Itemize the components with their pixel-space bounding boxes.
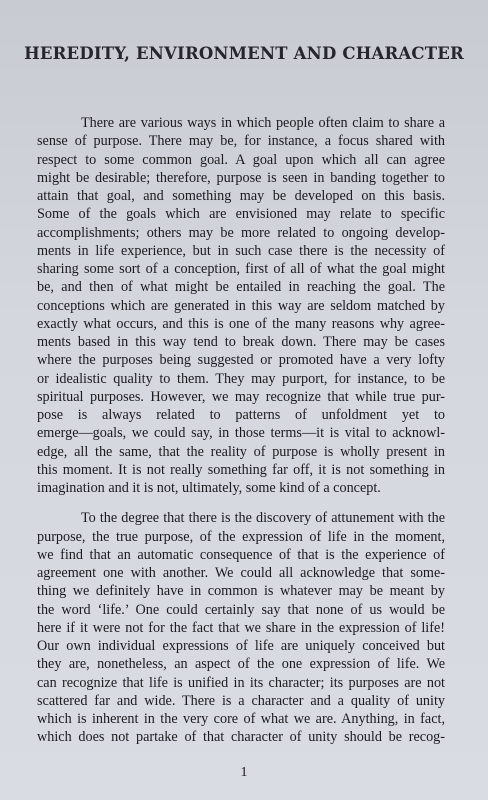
text-line: imagination and it is not, ultimately, some kind of a concept. (37, 480, 381, 496)
text-line: we find that an automatic consequence of that is the experience of (37, 546, 445, 563)
text-line: purpose, the true purpose, of the expression of life in the moment, (37, 528, 445, 545)
text-line: spiritual purposes. However, we may recognize that while true pur- (37, 388, 445, 405)
text-line: where the purposes being suggested or promoted have a very lofty (37, 352, 445, 369)
text-line: be, and then of what might be entailed in reaching the goal. The (37, 279, 445, 296)
text-line: might be desirable; therefore, purpose is seen in banding together to (37, 169, 445, 186)
chapter-title: HEREDITY, ENVIRONMENT AND CHARACTER (24, 44, 464, 63)
page-number: 1 (240, 765, 248, 780)
text-line: or idealistic quality to them. They may purport, for instance, to be (37, 370, 445, 387)
text-line: attain that goal, and something may be developed on this basis. (37, 188, 445, 204)
text-line: which is inherent in the very core of what we are. Anything, in fact, (37, 711, 445, 727)
text-line: they are, nonetheless, an aspect of the one expression of life. We (37, 656, 445, 673)
text-line: sharing some sort of a conception, first of all of what the goal might (37, 261, 445, 277)
text-line: There are various ways in which people often claim to share a (81, 115, 445, 131)
text-line: edge, all the same, that the reality of purpose is wholly present in (37, 443, 445, 460)
text-line: pose is always related to patterns of unfoldment yet to (37, 407, 445, 423)
text-line: sense of purpose. There may be, for instance, a focus shared with (37, 133, 445, 150)
text-line: thing we definitely have in common is whatever may be meant by (37, 583, 445, 600)
text-line: which does not partake of that character of unity should be recog- (37, 729, 445, 746)
text-line: accomplishments; others may be more related to ongoing develop- (37, 224, 445, 241)
text-line: emerge—goals, we could say, in those terms—it is vital to acknowl- (37, 425, 445, 442)
text-line: the word ‘life.’ One could certainly say that none of us would be (37, 601, 445, 618)
text-line: Our own individual expressions of life are uniquely conceived but (37, 638, 445, 654)
text-line: here if it were not for the fact that we share in the expression of life! (37, 619, 445, 636)
body-text (37, 114, 445, 747)
text-line: respect to some common goal. A goal upon which all can agree (37, 151, 445, 168)
text-line: conceptions which are generated in this way are seldom matched by (37, 297, 445, 314)
text-line: To the degree that there is the discovery of attunement with the (81, 510, 445, 527)
text-line: scattered far and wide. There is a character and a quality of unity (37, 692, 445, 709)
text-line: ments based in this way tend to break down. There may be cases (37, 334, 445, 350)
paragraph-2 (37, 509, 445, 746)
text-line: agreement one with another. We could all acknowledge that some- (37, 565, 445, 581)
text-line: can recognize that life is unified in its character; its purposes are not (37, 674, 445, 691)
text-line: exactly what occurs, and this is one of the many reasons why agree- (37, 315, 445, 332)
text-line: Some of the goals which are envisioned may relate to specific (37, 206, 445, 223)
text-line: ments in life experience, but in such case there is the necessity of (37, 242, 445, 259)
paragraph-1 (37, 114, 445, 497)
text-line: this moment. It is not really something far off, it is not something in (37, 461, 445, 478)
